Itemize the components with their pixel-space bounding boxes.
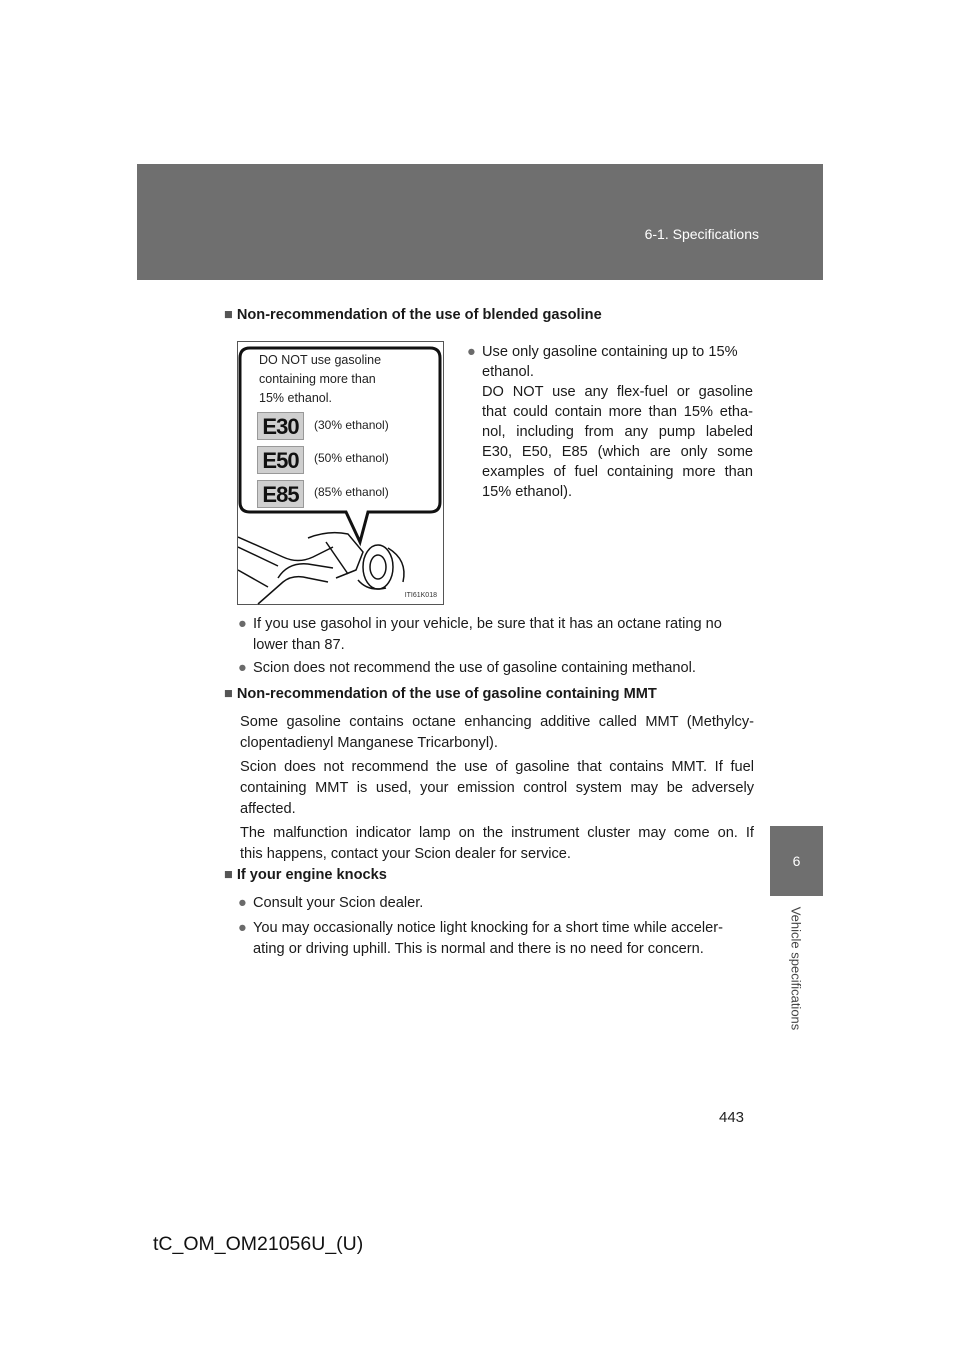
ethanol-limit-bullet (467, 342, 753, 502)
heading-marker: ■ (224, 867, 233, 883)
bullet-line: lower than 87. (253, 637, 345, 653)
bullet-line: E30, E50, E85 (which are only some (482, 444, 753, 460)
para-line: Some gasoline contains octane enhancing additive called MMT (Methylcy- (240, 714, 754, 730)
bullet-marker: ● (238, 895, 247, 911)
chapter-label-text: Vehicle specifications (788, 906, 804, 1031)
para-line: this happens, contact your Scion dealer for service. (240, 846, 571, 862)
header-band (137, 164, 823, 280)
bullet-line: Consult your Scion dealer. (253, 895, 424, 911)
bubble-line: 15% ethanol. (259, 391, 332, 405)
bullet-line: ating or driving uphill. This is normal and there is no need for concern. (253, 941, 704, 957)
bullet-line: You may occasionally notice light knocking for a short time while acceler- (253, 920, 723, 936)
gasohol-octane-bullet (238, 614, 754, 656)
bullet-marker: ● (238, 660, 247, 676)
bullet-line: Scion does not recommend the use of gasoline containing methanol. (253, 660, 696, 676)
bubble-text (259, 351, 409, 408)
bullet-marker: ● (238, 920, 247, 936)
heading-blended-gasoline (224, 307, 602, 323)
document-code: tC_OM_OM21056U_(U) (153, 1233, 364, 1255)
fuel-label-e30: E30 (257, 412, 304, 440)
bullet-line: 15% ethanol). (482, 484, 573, 500)
fuel-label-e85: E85 (257, 480, 304, 508)
bullet-line: that could contain more than 15% etha- (482, 404, 753, 420)
bullet-line: nol, including from any pump labeled (482, 424, 753, 440)
bullet-line: ethanol. (482, 364, 534, 380)
bullet-marker: ● (238, 616, 247, 632)
mmt-paragraph (240, 712, 754, 754)
chapter-tab: 6 (770, 826, 823, 896)
fuel-warning-illustration (237, 341, 444, 605)
para-line: clopentadienyl Manganese Tricarbonyl). (240, 735, 498, 751)
bubble-line: containing more than (259, 372, 376, 386)
heading-mmt (224, 686, 657, 702)
heading-text: If your engine knocks (236, 867, 387, 883)
para-line: affected. (240, 801, 296, 817)
page-number: 443 (719, 1109, 745, 1126)
mmt-paragraph (240, 757, 754, 820)
para-line: Scion does not recommend the use of gasoline that contains MMT. If fuel (240, 759, 754, 775)
light-knocking-bullet (238, 918, 754, 960)
section-title: 6-1. Specifications (644, 226, 759, 242)
heading-text: Non-recommendation of the use of blended gasoline (236, 307, 602, 323)
figure-code: ITI61K018 (404, 592, 437, 599)
bullet-marker: ● (467, 344, 476, 360)
bullet-line: DO NOT use any flex-fuel or gasoline (482, 384, 753, 400)
fuel-label-note: (30% ethanol) (314, 418, 389, 432)
bullet-line: examples of fuel containing more than (482, 464, 753, 480)
bullet-line: If you use gasohol in your vehicle, be sure that it has an octane rating no (253, 616, 722, 632)
para-line: containing MMT is used, your emission control system may be adversely (240, 780, 754, 796)
nozzle-hand-drawing (238, 533, 404, 604)
methanol-bullet (238, 658, 754, 679)
mmt-paragraph (240, 823, 754, 865)
heading-text: Non-recommendation of the use of gasoline containing MMT (236, 686, 657, 702)
consult-dealer-bullet (238, 893, 754, 914)
bullet-text (482, 342, 753, 502)
heading-marker: ■ (224, 307, 233, 323)
fuel-label-note: (50% ethanol) (314, 451, 389, 465)
heading-engine-knocks (224, 867, 387, 883)
bullet-line: Use only gasoline containing up to 15% (482, 344, 738, 360)
para-line: The malfunction indicator lamp on the instrument cluster may come on. If (240, 825, 754, 841)
heading-marker: ■ (224, 686, 233, 702)
fuel-label-note: (85% ethanol) (314, 485, 389, 499)
bubble-line: DO NOT use gasoline (259, 353, 382, 367)
fuel-label-e50: E50 (257, 446, 304, 474)
